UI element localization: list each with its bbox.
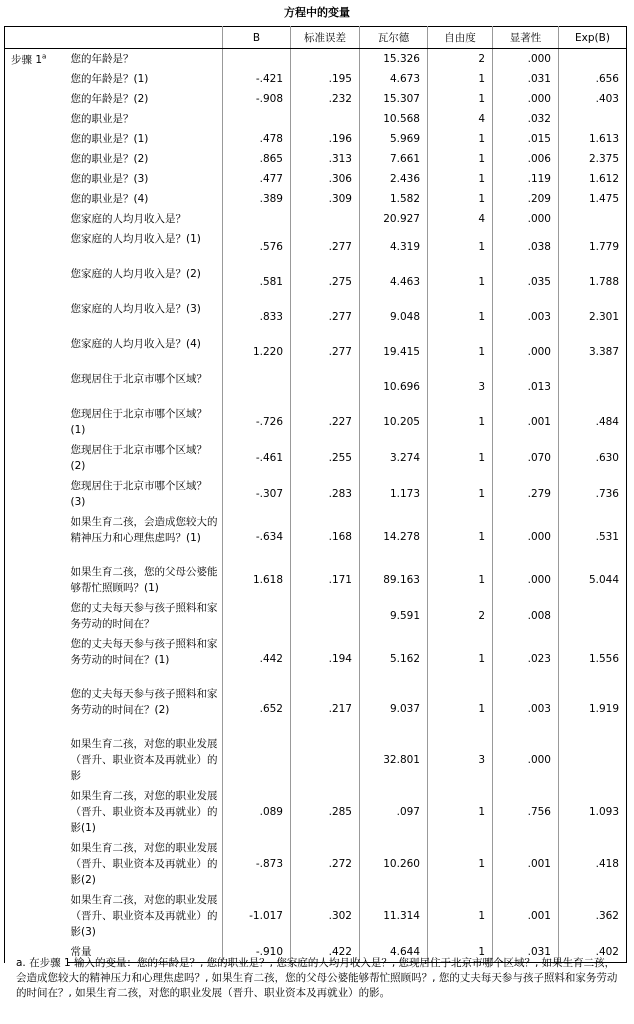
cell-wald: .097: [360, 786, 428, 838]
cell-expb: .484: [559, 404, 627, 440]
step-footnote-marker: a: [42, 52, 47, 61]
variable-name: 您现居住于北京市哪个区域？(3): [67, 476, 223, 512]
cell-expb: 3.387: [559, 334, 627, 369]
header-row: [5, 27, 627, 49]
cell-sig: .032: [493, 109, 559, 129]
header-cell: [67, 27, 223, 49]
variable-name: 您现居住于北京市哪个区域？: [67, 369, 223, 404]
cell-se: .277: [291, 334, 360, 369]
variable-name: 常量: [67, 942, 223, 963]
cell-b: -.421: [223, 69, 291, 89]
cell-b: -.908: [223, 89, 291, 109]
cell-expb: .362: [559, 890, 627, 942]
cell-wald: 20.927: [360, 209, 428, 229]
cell-df: 1: [428, 440, 493, 476]
cell-sig: .279: [493, 476, 559, 512]
cell-wald: 3.274: [360, 440, 428, 476]
table-row: [5, 838, 627, 890]
cell-expb: .403: [559, 89, 627, 109]
cell-se: .227: [291, 404, 360, 440]
table-row: [5, 89, 627, 109]
variable-name: 您的丈夫每天参与孩子照料和家务劳动的时间在？(1): [67, 634, 223, 684]
cell-df: 1: [428, 786, 493, 838]
cell-df: 3: [428, 734, 493, 786]
variable-name: 如果生育二孩，对您的职业发展（晋升、职业资本及再就业）的影(3): [67, 890, 223, 942]
table-row: [5, 69, 627, 89]
cell-sig: .000: [493, 562, 559, 598]
cell-sig: .119: [493, 169, 559, 189]
cell-df: 4: [428, 209, 493, 229]
cell-expb: .630: [559, 440, 627, 476]
variable-name: 您的丈夫每天参与孩子照料和家务劳动的时间在？: [67, 598, 223, 634]
cell-b: -.634: [223, 512, 291, 562]
table-row: [5, 264, 627, 299]
cell-se: .285: [291, 786, 360, 838]
cell-b: 1.220: [223, 334, 291, 369]
variable-name: 您的丈夫每天参与孩子照料和家务劳动的时间在？(2): [67, 684, 223, 734]
cell-se: .306: [291, 169, 360, 189]
cell-sig: .000: [493, 209, 559, 229]
cell-expb: .736: [559, 476, 627, 512]
cell-sig: .001: [493, 890, 559, 942]
cell-df: 1: [428, 89, 493, 109]
cell-sig: .000: [493, 89, 559, 109]
cell-df: 1: [428, 890, 493, 942]
table-row: [5, 229, 627, 264]
cell-expb: .531: [559, 512, 627, 562]
cell-se: .277: [291, 229, 360, 264]
cell-b: -.910: [223, 942, 291, 963]
cell-df: 1: [428, 512, 493, 562]
table-row: [5, 189, 627, 209]
cell-expb: .402: [559, 942, 627, 963]
cell-df: 4: [428, 109, 493, 129]
cell-expb: 1.556: [559, 634, 627, 684]
cell-expb: 1.779: [559, 229, 627, 264]
cell-se: [291, 734, 360, 786]
cell-sig: .006: [493, 149, 559, 169]
cell-sig: .003: [493, 684, 559, 734]
cell-b: -.307: [223, 476, 291, 512]
cell-b: .652: [223, 684, 291, 734]
variable-name: 您家庭的人均月收入是？(2): [67, 264, 223, 299]
cell-sig: .013: [493, 369, 559, 404]
cell-se: [291, 209, 360, 229]
cell-se: .309: [291, 189, 360, 209]
cell-b: .478: [223, 129, 291, 149]
cell-df: 1: [428, 129, 493, 149]
table-row: [5, 734, 627, 786]
cell-b: .576: [223, 229, 291, 264]
cell-wald: 1.582: [360, 189, 428, 209]
variable-name: 您的职业是？(2): [67, 149, 223, 169]
cell-b: .089: [223, 786, 291, 838]
cell-b: .442: [223, 634, 291, 684]
table-row: [5, 299, 627, 334]
variable-name: 您的年龄是？: [67, 49, 223, 70]
variable-name: 您的年龄是？(2): [67, 89, 223, 109]
cell-b: .389: [223, 189, 291, 209]
cell-expb: 2.301: [559, 299, 627, 334]
cell-wald: 4.673: [360, 69, 428, 89]
cell-se: .195: [291, 69, 360, 89]
cell-wald: 4.463: [360, 264, 428, 299]
cell-df: 1: [428, 404, 493, 440]
table-row: [5, 149, 627, 169]
cell-expb: 2.375: [559, 149, 627, 169]
variable-name: 您的职业是？: [67, 109, 223, 129]
cell-df: 1: [428, 229, 493, 264]
cell-df: 3: [428, 369, 493, 404]
cell-wald: 9.048: [360, 299, 428, 334]
cell-sig: .035: [493, 264, 559, 299]
cell-b: -.726: [223, 404, 291, 440]
cell-se: .255: [291, 440, 360, 476]
cell-df: 1: [428, 299, 493, 334]
cell-wald: 5.162: [360, 634, 428, 684]
cell-se: .171: [291, 562, 360, 598]
table-row: [5, 562, 627, 598]
cell-se: .302: [291, 890, 360, 942]
cell-wald: 15.326: [360, 49, 428, 70]
cell-wald: 15.307: [360, 89, 428, 109]
cell-df: 1: [428, 562, 493, 598]
cell-df: 1: [428, 169, 493, 189]
cell-se: [291, 369, 360, 404]
cell-se: .422: [291, 942, 360, 963]
cell-b: -.873: [223, 838, 291, 890]
cell-b: .833: [223, 299, 291, 334]
cell-sig: .038: [493, 229, 559, 264]
cell-se: [291, 109, 360, 129]
table-row: [5, 786, 627, 838]
cell-wald: 4.319: [360, 229, 428, 264]
cell-sig: .003: [493, 299, 559, 334]
cell-se: .313: [291, 149, 360, 169]
table-row: [5, 334, 627, 369]
table-row: [5, 404, 627, 440]
variable-name: 您家庭的人均月收入是？(1): [67, 229, 223, 264]
cell-b: 1.618: [223, 562, 291, 598]
cell-wald: 14.278: [360, 512, 428, 562]
cell-se: .277: [291, 299, 360, 334]
cell-expb: [559, 109, 627, 129]
table-row: [5, 476, 627, 512]
cell-wald: 10.696: [360, 369, 428, 404]
cell-expb: 1.093: [559, 786, 627, 838]
variable-name: 如果生育二孩，对您的职业发展（晋升、职业资本及再就业）的影(2): [67, 838, 223, 890]
variable-name: 您的职业是？(4): [67, 189, 223, 209]
cell-expb: 1.788: [559, 264, 627, 299]
table-row: [5, 369, 627, 404]
cell-df: 1: [428, 942, 493, 963]
cell-wald: 10.568: [360, 109, 428, 129]
cell-expb: 1.475: [559, 189, 627, 209]
variable-name: 如果生育二孩，对您的职业发展（晋升、职业资本及再就业）的影: [67, 734, 223, 786]
header-sig: 显著性: [493, 27, 559, 49]
cell-se: .196: [291, 129, 360, 149]
variable-name: 您家庭的人均月收入是？(4): [67, 334, 223, 369]
cell-se: [291, 598, 360, 634]
cell-b: .581: [223, 264, 291, 299]
cell-sig: .209: [493, 189, 559, 209]
header-b: B: [223, 27, 291, 49]
table-row: [5, 634, 627, 684]
cell-se: .194: [291, 634, 360, 684]
cell-sig: .023: [493, 634, 559, 684]
table-row: [5, 49, 627, 70]
cell-se: .232: [291, 89, 360, 109]
cell-se: .272: [291, 838, 360, 890]
cell-b: [223, 49, 291, 70]
cell-wald: 32.801: [360, 734, 428, 786]
variable-name: 您家庭的人均月收入是？(3): [67, 299, 223, 334]
variable-name: 您家庭的人均月收入是？: [67, 209, 223, 229]
table-row: [5, 169, 627, 189]
variable-name: 如果生育二孩，会造成您较大的精神压力和心理焦虑吗？(1): [67, 512, 223, 562]
table-row: [5, 440, 627, 476]
cell-df: 1: [428, 149, 493, 169]
cell-se: .283: [291, 476, 360, 512]
header-cell: [5, 27, 67, 49]
step-label: [5, 49, 67, 963]
cell-expb: [559, 49, 627, 70]
cell-b: -.461: [223, 440, 291, 476]
cell-b: -1.017: [223, 890, 291, 942]
cell-b: .477: [223, 169, 291, 189]
cell-df: 1: [428, 838, 493, 890]
cell-wald: 10.260: [360, 838, 428, 890]
cell-sig: .031: [493, 942, 559, 963]
cell-expb: 1.612: [559, 169, 627, 189]
variable-name: 您的职业是？(3): [67, 169, 223, 189]
header-wald: 瓦尔德: [360, 27, 428, 49]
cell-b: [223, 109, 291, 129]
cell-sig: .000: [493, 512, 559, 562]
cell-wald: 4.644: [360, 942, 428, 963]
variable-name: 您现居住于北京市哪个区域？(1): [67, 404, 223, 440]
cell-df: 1: [428, 189, 493, 209]
cell-wald: 11.314: [360, 890, 428, 942]
cell-expb: 5.044: [559, 562, 627, 598]
cell-expb: .656: [559, 69, 627, 89]
table-row: [5, 890, 627, 942]
cell-sig: .000: [493, 734, 559, 786]
cell-df: 1: [428, 634, 493, 684]
cell-expb: .418: [559, 838, 627, 890]
cell-expb: [559, 734, 627, 786]
cell-sig: .001: [493, 838, 559, 890]
table-row: [5, 684, 627, 734]
cell-sig: .070: [493, 440, 559, 476]
cell-sig: .031: [493, 69, 559, 89]
cell-b: [223, 734, 291, 786]
table-title: 方程中的变量: [284, 6, 350, 19]
footnote: a. 在步骤 1 输入的变量：您的年龄是？, 您的职业是？, 您家庭的人均月收入是？, 您现居住于北京市哪个区域？, 如果生育二孩，会造成您较大的精神压力和心理焦虑吗？, 如果生育二孩，您的父母公婆能够帮忙照顾吗？, 您的丈夫每天参与孩子照料和家务劳动的时间在？, 如果生育二孩，对您的职业发展（晋升、职业资本及再就业）的影。: [16, 957, 618, 999]
variable-name: 如果生育二孩，对您的职业发展（晋升、职业资本及再就业）的影(1): [67, 786, 223, 838]
cell-wald: 89.163: [360, 562, 428, 598]
variables-in-equation-table: [4, 26, 627, 963]
cell-wald: 9.037: [360, 684, 428, 734]
table-row: [5, 209, 627, 229]
variable-name: 您现居住于北京市哪个区域？(2): [67, 440, 223, 476]
cell-df: 1: [428, 476, 493, 512]
cell-se: [291, 49, 360, 70]
cell-se: .168: [291, 512, 360, 562]
cell-df: 1: [428, 69, 493, 89]
cell-b: [223, 369, 291, 404]
header-df: 自由度: [428, 27, 493, 49]
cell-df: 1: [428, 334, 493, 369]
cell-sig: .015: [493, 129, 559, 149]
cell-df: 1: [428, 264, 493, 299]
table-row: [5, 512, 627, 562]
cell-wald: 5.969: [360, 129, 428, 149]
variable-name: 您的职业是？(1): [67, 129, 223, 149]
cell-sig: .008: [493, 598, 559, 634]
variable-name: 您的年龄是？(1): [67, 69, 223, 89]
cell-wald: 7.661: [360, 149, 428, 169]
cell-b: [223, 598, 291, 634]
header-se: 标准误差: [291, 27, 360, 49]
cell-expb: 1.613: [559, 129, 627, 149]
cell-expb: 1.919: [559, 684, 627, 734]
cell-expb: [559, 598, 627, 634]
cell-expb: [559, 209, 627, 229]
step-label-text: 步骤 1: [11, 54, 43, 66]
cell-wald: 9.591: [360, 598, 428, 634]
cell-wald: 19.415: [360, 334, 428, 369]
cell-sig: .756: [493, 786, 559, 838]
cell-expb: [559, 369, 627, 404]
cell-wald: 10.205: [360, 404, 428, 440]
cell-se: .275: [291, 264, 360, 299]
cell-df: 2: [428, 598, 493, 634]
cell-sig: .001: [493, 404, 559, 440]
cell-sig: .000: [493, 49, 559, 70]
table-row: [5, 129, 627, 149]
cell-b: [223, 209, 291, 229]
cell-df: 1: [428, 684, 493, 734]
table-row: [5, 598, 627, 634]
cell-se: .217: [291, 684, 360, 734]
cell-df: 2: [428, 49, 493, 70]
header-expb: Exp(B): [559, 27, 627, 49]
table-row: [5, 109, 627, 129]
table-body: [5, 49, 627, 963]
cell-b: .865: [223, 149, 291, 169]
cell-wald: 1.173: [360, 476, 428, 512]
cell-sig: .000: [493, 334, 559, 369]
cell-wald: 2.436: [360, 169, 428, 189]
variable-name: 如果生育二孩，您的父母公婆能够帮忙照顾吗？(1): [67, 562, 223, 598]
